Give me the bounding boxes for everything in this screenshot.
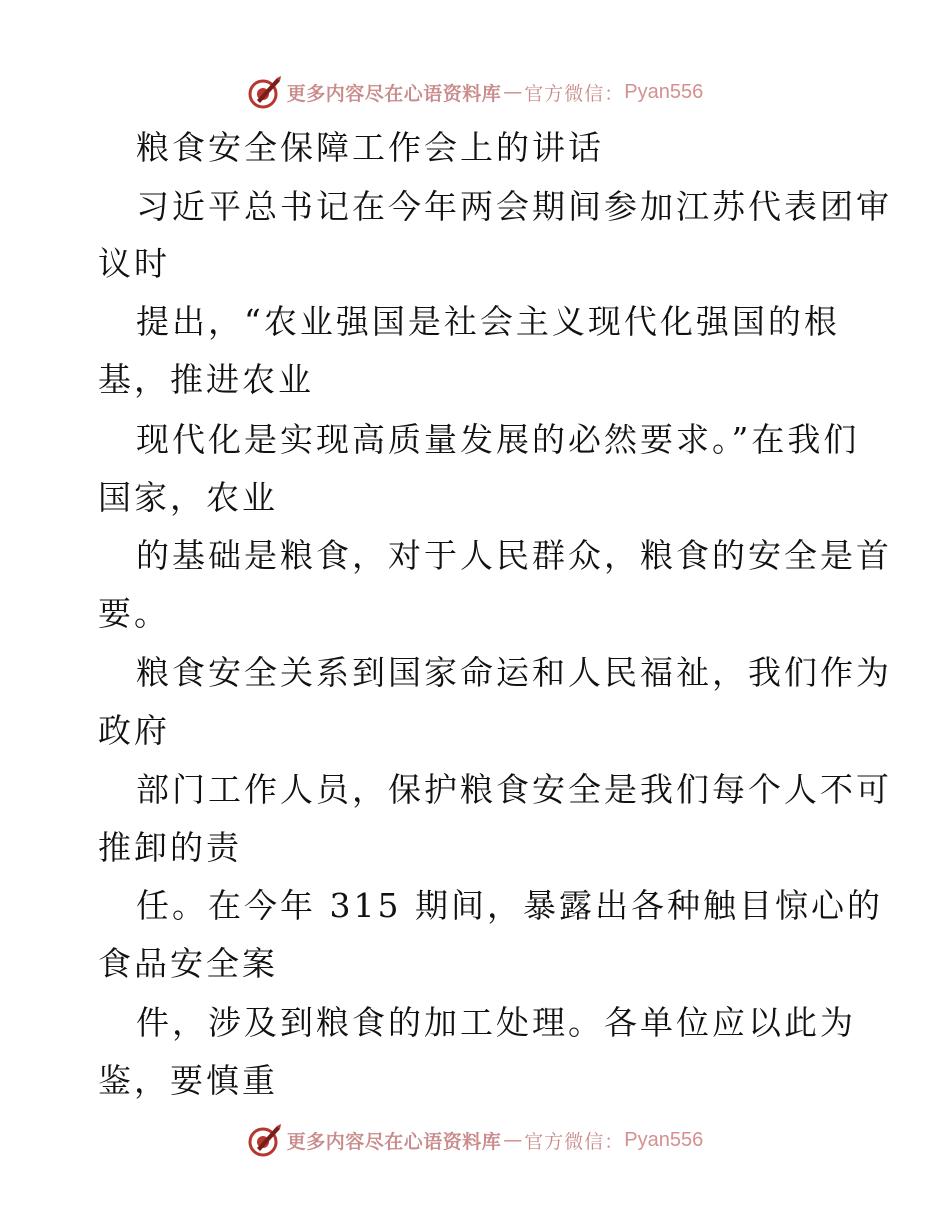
banner-wechat-label: 官方微信： <box>524 82 625 105</box>
body-line: 部门工作人员，保护粮食安全是我们每个人不可 <box>136 770 892 809</box>
body-line: 提出，“农业强国是社会主义现代化强国的根 <box>136 302 840 341</box>
body-line: 任。在今年 315 期间，暴露出各种触目惊心的 <box>136 886 883 925</box>
banner-wechat-id: Pyan556 <box>624 1128 704 1151</box>
body-line: 鉴，要慎重 <box>98 1061 278 1100</box>
body-line: 议时 <box>98 244 170 283</box>
body-line: 习近平总书记在今年两会期间参加江苏代表团审 <box>136 187 892 226</box>
header-banner <box>0 70 950 114</box>
body-line: 现代化是实现高质量发展的必然要求。”在我们 <box>136 420 860 459</box>
footer-banner <box>0 1118 950 1162</box>
body-line: 的基础是粮食，对于人民群众，粮食的安全是首 <box>136 536 892 575</box>
body-line: 粮食安全关系到国家命运和人民福祉，我们作为 <box>136 653 892 692</box>
body-line: 件，涉及到粮食的加工处理。各单位应以此为 <box>136 1003 856 1042</box>
banner-dash: — <box>503 81 523 103</box>
banner-dash: — <box>503 1129 523 1151</box>
banner-wechat-id: Pyan556 <box>624 80 704 103</box>
body-line: 推卸的责 <box>98 828 242 867</box>
body-line: 政府 <box>98 711 170 750</box>
pen-logo-icon <box>247 1122 283 1158</box>
body-line: 食品安全案 <box>98 944 278 983</box>
banner-site-text: 更多内容尽在心语资料库 <box>286 1130 502 1153</box>
pen-logo-icon <box>247 74 283 110</box>
document-title: 粮食安全保障工作会上的讲话 <box>136 128 604 167</box>
banner-wechat-label: 官方微信： <box>524 1130 625 1153</box>
body-line: 基，推进农业 <box>98 360 314 399</box>
body-line: 国家，农业 <box>98 478 278 517</box>
body-line: 要。 <box>98 594 170 633</box>
banner-site-text: 更多内容尽在心语资料库 <box>286 82 502 105</box>
